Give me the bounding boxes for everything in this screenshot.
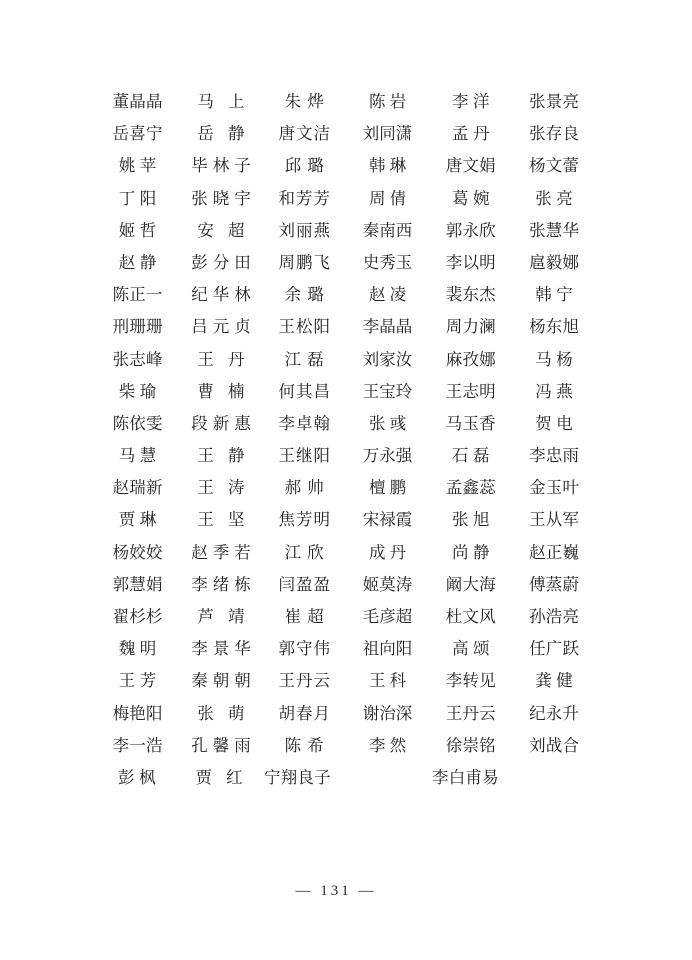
table-row bbox=[96, 118, 596, 150]
name-cell: 李 洋 bbox=[451, 92, 490, 112]
name-cell: 马玉香 bbox=[445, 413, 496, 433]
name-cell: 刘同潇 bbox=[362, 124, 413, 144]
name-cell: 赵季若 bbox=[191, 542, 256, 562]
name-cell: 刑珊珊 bbox=[112, 317, 163, 337]
table-row bbox=[96, 698, 596, 730]
name-cell: 赵 静 bbox=[118, 252, 157, 272]
name-cell: 周 倩 bbox=[368, 188, 407, 208]
name-cell: 毕林子 bbox=[191, 156, 256, 176]
name-cell: 张 旭 bbox=[451, 510, 490, 530]
table-row bbox=[96, 311, 596, 343]
name-cell: 岳喜宁 bbox=[112, 124, 163, 144]
name-cell: 贾 琳 bbox=[118, 510, 157, 530]
name-cell: 王松阳 bbox=[278, 317, 331, 337]
name-cell: 江 磊 bbox=[284, 349, 325, 369]
name-cell: 纪永升 bbox=[529, 703, 580, 723]
name-cell: 周力澜 bbox=[445, 317, 496, 337]
name-cell: 刘战合 bbox=[529, 735, 580, 755]
name-cell: 秦南西 bbox=[362, 220, 413, 240]
name-cell: 闫盈盈 bbox=[278, 574, 331, 594]
name-cell: 李忠雨 bbox=[529, 446, 580, 466]
table-row bbox=[96, 86, 596, 118]
name-cell: 梅艳阳 bbox=[112, 703, 163, 723]
name-cell: 马 杨 bbox=[535, 349, 573, 369]
name-cell: 宋禄霞 bbox=[362, 510, 413, 530]
name-cell: 孙浩亮 bbox=[529, 607, 580, 627]
name-cell: 毛彦超 bbox=[362, 607, 413, 627]
name-cell: 唐文娟 bbox=[445, 156, 496, 176]
table-row bbox=[96, 762, 596, 794]
table-row bbox=[96, 472, 596, 504]
name-cell: 李以明 bbox=[445, 252, 496, 272]
name-cell: 王 涛 bbox=[197, 478, 250, 498]
name-cell: 崔 超 bbox=[284, 607, 325, 627]
name-cell: 江 欣 bbox=[284, 542, 325, 562]
name-cell: 马 慧 bbox=[118, 446, 157, 466]
table-row bbox=[96, 537, 596, 569]
name-cell: 郝 帅 bbox=[284, 478, 325, 498]
name-cell: 赵 凌 bbox=[368, 285, 407, 305]
table-row bbox=[96, 633, 596, 665]
name-cell: 何其昌 bbox=[278, 381, 331, 401]
table-row bbox=[96, 215, 596, 247]
name-cell: 王继阳 bbox=[278, 446, 331, 466]
name-cell: 王宝玲 bbox=[362, 381, 413, 401]
table-row bbox=[96, 601, 596, 633]
name-cell: 张 彧 bbox=[368, 413, 407, 433]
name-cell: 郭永欣 bbox=[445, 220, 496, 240]
name-cell: 姬 哲 bbox=[118, 220, 157, 240]
name-cell: 孔馨雨 bbox=[191, 735, 256, 755]
name-cell: 尚 静 bbox=[451, 542, 490, 562]
table-row bbox=[96, 279, 596, 311]
name-cell: 秦朝朝 bbox=[191, 671, 256, 691]
name-cell: 余 璐 bbox=[284, 285, 325, 305]
name-cell: 姚 苹 bbox=[118, 156, 157, 176]
name-cell: 李景华 bbox=[191, 639, 256, 659]
name-cell: 王从军 bbox=[529, 510, 580, 530]
name-cell: 李一浩 bbox=[112, 735, 163, 755]
name-cell: 刘丽燕 bbox=[278, 220, 331, 240]
table-row bbox=[96, 183, 596, 215]
name-cell: 杨姣姣 bbox=[112, 542, 163, 562]
name-cell: 王志明 bbox=[445, 381, 496, 401]
name-cell: 张景亮 bbox=[529, 92, 580, 112]
table-row bbox=[96, 408, 596, 440]
name-cell: 孟鑫蕊 bbox=[445, 478, 496, 498]
name-cell: 王 丹 bbox=[197, 349, 250, 369]
name-cell: 姬莫涛 bbox=[362, 574, 413, 594]
name-cell: 董晶晶 bbox=[112, 92, 163, 112]
name-cell: 赵瑞新 bbox=[112, 478, 163, 498]
table-row bbox=[96, 504, 596, 536]
name-cell: 张 萌 bbox=[197, 703, 250, 723]
name-cell: 邱 璐 bbox=[284, 156, 325, 176]
name-cell: 刘家汝 bbox=[362, 349, 413, 369]
name-cell: 檀 鹏 bbox=[368, 478, 407, 498]
name-cell: 杜文风 bbox=[445, 607, 496, 627]
name-cell: 麻孜娜 bbox=[445, 349, 496, 369]
name-cell: 岳 静 bbox=[197, 124, 250, 144]
name-cell: 魏 明 bbox=[118, 639, 157, 659]
name-cell: 周鹏飞 bbox=[278, 252, 331, 272]
name-cell: 成 丹 bbox=[368, 542, 407, 562]
name-cell: 李晶晶 bbox=[362, 317, 413, 337]
name-cell: 徐崇铭 bbox=[445, 735, 496, 755]
name-cell: 王 静 bbox=[197, 446, 250, 466]
name-cell: 谢治深 bbox=[362, 703, 413, 723]
name-cell: 葛 婉 bbox=[451, 188, 490, 208]
name-cell: 胡春月 bbox=[278, 703, 331, 723]
name-cell: 张 亮 bbox=[535, 188, 573, 208]
table-row bbox=[96, 440, 596, 472]
name-cell: 韩 琳 bbox=[368, 156, 407, 176]
name-cell: 扈毅娜 bbox=[529, 252, 580, 272]
name-cell: 陈 岩 bbox=[368, 92, 407, 112]
name-cell: 祖向阳 bbox=[362, 639, 413, 659]
table-row bbox=[96, 569, 596, 601]
name-cell: 万永强 bbox=[362, 446, 413, 466]
name-cell: 柴 瑜 bbox=[118, 381, 157, 401]
name-cell: 张慧华 bbox=[529, 220, 580, 240]
name-cell: 郭守伟 bbox=[278, 639, 331, 659]
name-cell: 唐文洁 bbox=[278, 124, 331, 144]
name-cell: 王 芳 bbox=[118, 671, 157, 691]
name-cell: 朱 烨 bbox=[284, 92, 325, 112]
name-cell: 韩 宁 bbox=[535, 285, 573, 305]
name-cell: 龚 健 bbox=[535, 671, 573, 691]
name-cell: 陈正一 bbox=[112, 285, 163, 305]
name-cell: 芦 靖 bbox=[197, 607, 250, 627]
name-cell: 阚大海 bbox=[445, 574, 496, 594]
name-cell: 张志峰 bbox=[112, 349, 163, 369]
table-row bbox=[96, 247, 596, 279]
name-cell: 李 然 bbox=[368, 735, 407, 755]
page-footer bbox=[0, 882, 692, 900]
page-number: — 131 — bbox=[295, 883, 377, 899]
name-cell: 丁 阳 bbox=[118, 188, 157, 208]
name-cell: 杨文蕾 bbox=[529, 156, 580, 176]
name-cell: 傅蒸蔚 bbox=[529, 574, 580, 594]
name-cell: 杨东旭 bbox=[529, 317, 580, 337]
name-cell: 冯 燕 bbox=[535, 381, 573, 401]
name-cell: 王丹云 bbox=[278, 671, 331, 691]
table-row bbox=[96, 730, 596, 762]
name-cell: 和芳芳 bbox=[278, 188, 331, 208]
name-cell: 段新惠 bbox=[191, 413, 256, 433]
name-cell: 贺 电 bbox=[535, 413, 573, 433]
name-cell: 裴东杰 bbox=[445, 285, 496, 305]
table-row bbox=[96, 150, 596, 182]
name-cell: 宁翔良子 bbox=[264, 767, 331, 787]
name-cell: 郭慧娟 bbox=[112, 574, 163, 594]
name-cell: 彭 枫 bbox=[118, 767, 156, 787]
name-cell: 任广跃 bbox=[529, 639, 580, 659]
name-cell: 李转见 bbox=[445, 671, 496, 691]
name-cell: 安 超 bbox=[197, 220, 250, 240]
name-cell: 高 颂 bbox=[451, 639, 490, 659]
table-row bbox=[96, 344, 596, 376]
name-cell: 金玉叶 bbox=[529, 478, 580, 498]
name-cell: 石 磊 bbox=[451, 446, 490, 466]
name-cell: 陈 希 bbox=[284, 735, 325, 755]
name-cell: 陈依雯 bbox=[112, 413, 163, 433]
name-cell: 赵正巍 bbox=[529, 542, 580, 562]
name-cell: 焦芳明 bbox=[278, 510, 331, 530]
name-cell: 李绪栋 bbox=[191, 574, 256, 594]
name-cell: 纪华林 bbox=[191, 285, 256, 305]
name-cell: 李卓翰 bbox=[278, 413, 331, 433]
name-cell: 王丹云 bbox=[445, 703, 496, 723]
name-cell: 王 坚 bbox=[197, 510, 250, 530]
name-cell: 孟 丹 bbox=[451, 124, 490, 144]
name-cell: 彭分田 bbox=[191, 252, 256, 272]
name-cell: 张存良 bbox=[529, 124, 580, 144]
name-cell: 翟杉杉 bbox=[112, 607, 163, 627]
name-cell: 史秀玉 bbox=[362, 252, 413, 272]
name-cell: 马 上 bbox=[197, 92, 250, 112]
name-cell: 王 科 bbox=[368, 671, 407, 691]
name-cell: 曹 楠 bbox=[197, 381, 250, 401]
name-cell: 李白甫易 bbox=[432, 767, 499, 787]
name-cell: 贾 红 bbox=[195, 767, 248, 787]
name-list-grid bbox=[96, 86, 596, 794]
table-row bbox=[96, 376, 596, 408]
name-cell: 吕元贞 bbox=[191, 317, 256, 337]
name-cell: 张晓宇 bbox=[191, 188, 256, 208]
table-row bbox=[96, 665, 596, 697]
